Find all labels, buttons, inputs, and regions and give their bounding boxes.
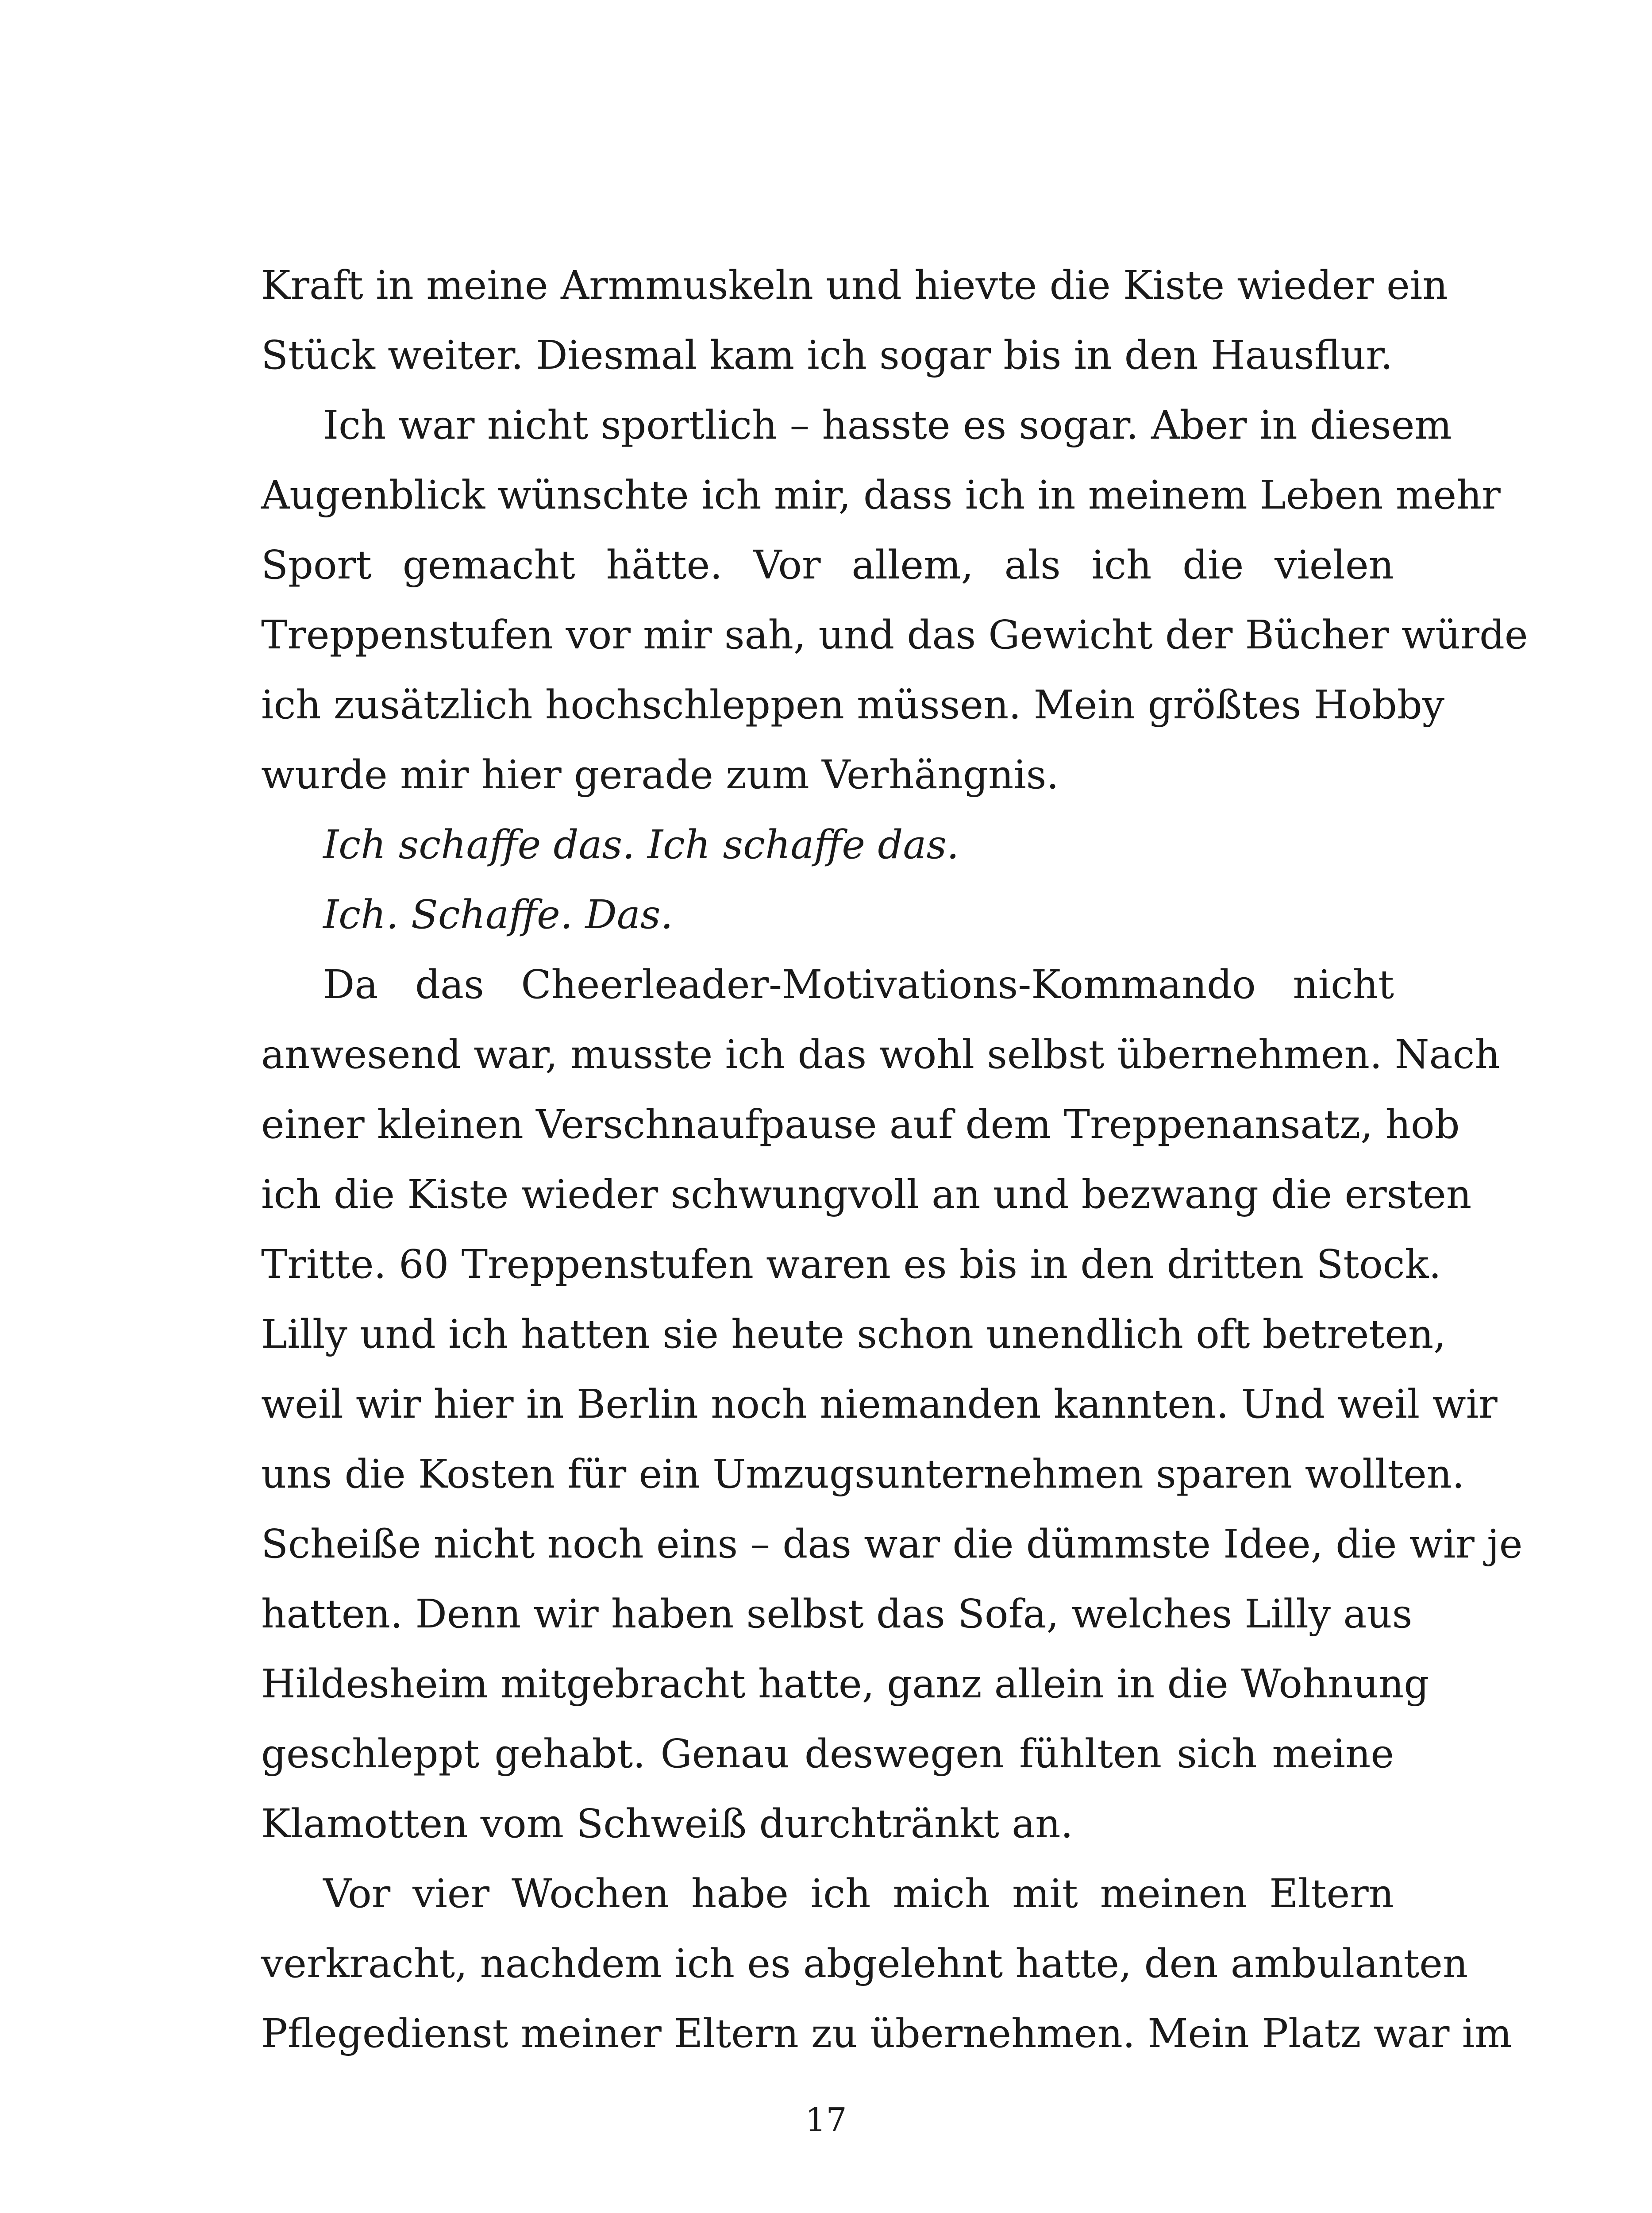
text-line: Klamotten vom Schweiß durchtränkt an. — [261, 1800, 1073, 1847]
text-line: Vor vier Wochen habe ich mich mit meinen Eltern — [323, 1870, 1394, 1916]
page-number: 17 — [805, 2101, 847, 2139]
text-line-italic: Ich schaffe das. Ich schaffe das. — [323, 821, 959, 867]
text-line: weil wir hier in Berlin noch niemanden kannten. Und weil wir — [261, 1381, 1498, 1427]
text-line: Hildesheim mitgebracht hatte, ganz allein in die Wohnung — [261, 1661, 1429, 1707]
text-line: uns die Kosten für ein Umzugsunternehmen sparen wollten. — [261, 1451, 1465, 1497]
text-line: verkracht, nachdem ich es abgelehnt hatte, den ambulanten — [261, 1940, 1468, 1986]
text-line: Da das Cheerleader-Motivations-Kommando nicht — [323, 961, 1394, 1007]
body-text — [261, 250, 1528, 2068]
text-line: Treppenstufen vor mir sah, und das Gewicht der Bücher würde — [261, 612, 1528, 658]
text-line: Tritte. 60 Treppenstufen waren es bis in den dritten Stock. — [261, 1241, 1441, 1287]
text-line: Sport gemacht hätte. Vor allem, als ich die vielen — [261, 542, 1394, 588]
text-line: Scheiße nicht noch eins – das war die dümmste Idee, die wir je — [261, 1521, 1523, 1567]
text-line: wurde mir hier gerade zum Verhängnis. — [261, 752, 1059, 798]
text-line: Kraft in meine Armmuskeln und hievte die Kiste wieder ein — [261, 262, 1448, 308]
text-line: Pflegedienst meiner Eltern zu übernehmen. Mein Platz war im — [261, 2010, 1512, 2056]
text-line: Ich war nicht sportlich – hasste es sogar. Aber in diesem — [323, 402, 1452, 448]
text-line: Lilly und ich hatten sie heute schon unendlich oft betreten, — [261, 1311, 1446, 1357]
text-line: einer kleinen Verschnaufpause auf dem Treppenansatz, hob — [261, 1101, 1460, 1147]
text-line: ich die Kiste wieder schwungvoll an und bezwang die ersten — [261, 1171, 1472, 1217]
text-line: hatten. Denn wir haben selbst das Sofa, welches Lilly aus — [261, 1591, 1413, 1637]
text-line: ich zusätzlich hochschleppen müssen. Mein größtes Hobby — [261, 682, 1445, 728]
text-line: anwesend war, musste ich das wohl selbst übernehmen. Nach — [261, 1031, 1500, 1077]
text-line-italic: Ich. Schaffe. Das. — [323, 891, 673, 937]
text-line: geschleppt gehabt. Genau deswegen fühlten sich meine — [261, 1731, 1394, 1777]
text-line: Augenblick wünschte ich mir, dass ich in meinem Leben mehr — [261, 472, 1501, 518]
text-line: Stück weiter. Diesmal kam ich sogar bis in den Hausflur. — [261, 332, 1393, 378]
